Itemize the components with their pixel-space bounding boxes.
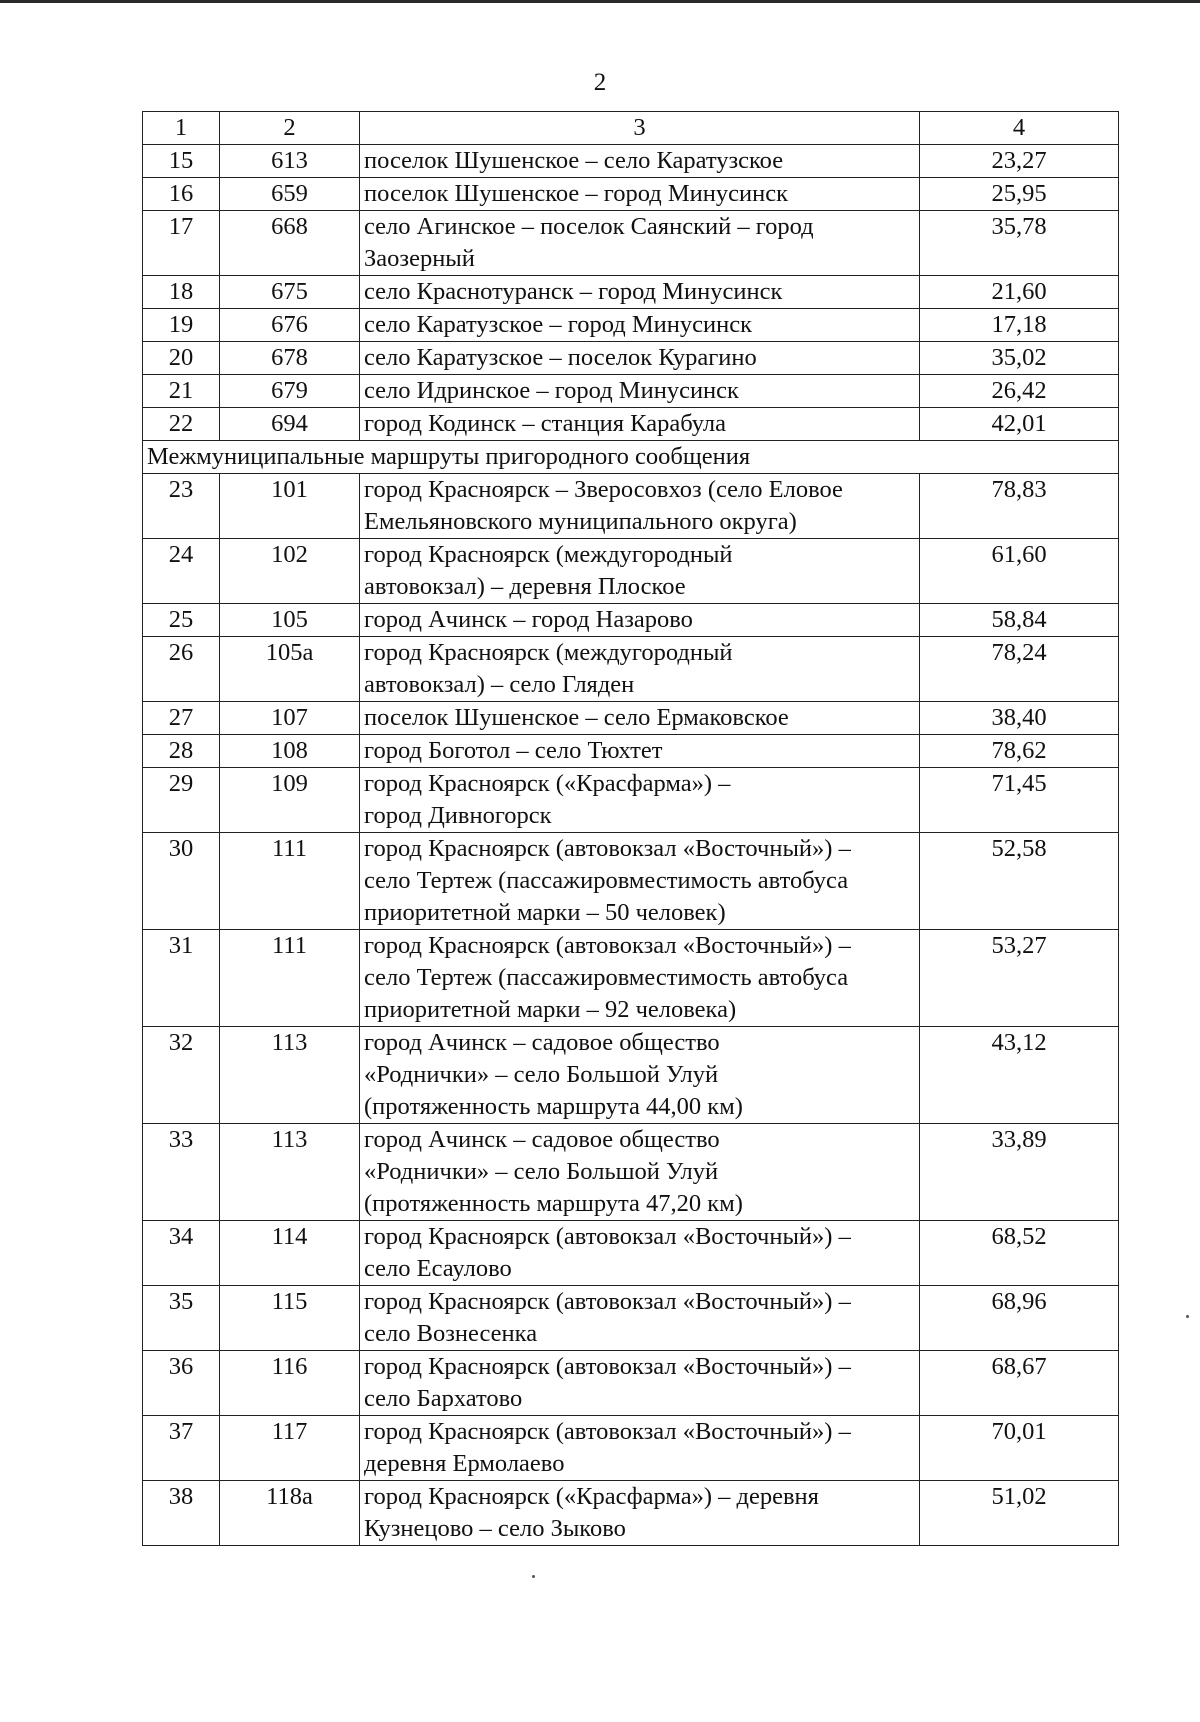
route-number: 668 [220, 211, 360, 276]
route-tariff: 58,84 [920, 604, 1119, 637]
route-number: 105а [220, 637, 360, 702]
route-name: село Идринское – город Минусинск [360, 375, 920, 408]
table-row [143, 408, 1119, 441]
column-header-name: 3 [360, 112, 920, 145]
route-number: 678 [220, 342, 360, 375]
route-number: 659 [220, 178, 360, 211]
route-tariff: 42,01 [920, 408, 1119, 441]
route-name: город Красноярск (автовокзал «Восточный») – село Тертеж (пассажировместимость автобуса приоритетной марки – 92 человека) [360, 930, 920, 1027]
route-name: село Каратузское – поселок Курагино [360, 342, 920, 375]
route-name: город Красноярск (автовокзал «Восточный») – село Бархатово [360, 1351, 920, 1416]
table-row [143, 1286, 1119, 1351]
route-number: 105 [220, 604, 360, 637]
row-number: 38 [143, 1481, 220, 1546]
section-row [143, 441, 1119, 474]
route-tariff: 25,95 [920, 178, 1119, 211]
route-number: 113 [220, 1027, 360, 1124]
route-number: 676 [220, 309, 360, 342]
route-name: город Красноярск («Красфарма») – город Дивногорск [360, 768, 920, 833]
route-name: город Красноярск (междугородный автовокзал) – деревня Плоское [360, 539, 920, 604]
row-number: 21 [143, 375, 220, 408]
route-name: город Красноярск (автовокзал «Восточный») – село Вознесенка [360, 1286, 920, 1351]
table-row [143, 211, 1119, 276]
table-row [143, 833, 1119, 930]
route-tariff: 23,27 [920, 145, 1119, 178]
route-name: поселок Шушенское – село Каратузское [360, 145, 920, 178]
route-tariff: 78,24 [920, 637, 1119, 702]
route-tariff: 21,60 [920, 276, 1119, 309]
row-number: 16 [143, 178, 220, 211]
route-tariff: 26,42 [920, 375, 1119, 408]
route-name: город Ачинск – садовое общество «Роднички» – село Большой Улуй (протяженность маршрута 44,00 км) [360, 1027, 920, 1124]
route-tariff: 52,58 [920, 833, 1119, 930]
row-number: 34 [143, 1221, 220, 1286]
route-name: поселок Шушенское – город Минусинск [360, 178, 920, 211]
route-number: 118а [220, 1481, 360, 1546]
route-number: 694 [220, 408, 360, 441]
route-tariff: 53,27 [920, 930, 1119, 1027]
table-row [143, 930, 1119, 1027]
route-number: 116 [220, 1351, 360, 1416]
row-number: 29 [143, 768, 220, 833]
table-row [143, 637, 1119, 702]
table-row [143, 1027, 1119, 1124]
route-tariff: 17,18 [920, 309, 1119, 342]
row-number: 28 [143, 735, 220, 768]
route-tariff: 61,60 [920, 539, 1119, 604]
table-row [143, 768, 1119, 833]
route-name: поселок Шушенское – село Ермаковское [360, 702, 920, 735]
route-tariff: 35,02 [920, 342, 1119, 375]
route-name: город Ачинск – садовое общество «Роднички» – село Большой Улуй (протяженность маршрута 47,20 км) [360, 1124, 920, 1221]
row-number: 27 [143, 702, 220, 735]
row-number: 17 [143, 211, 220, 276]
route-name: город Красноярск (автовокзал «Восточный») – село Есаулово [360, 1221, 920, 1286]
row-number: 32 [143, 1027, 220, 1124]
row-number: 36 [143, 1351, 220, 1416]
row-number: 31 [143, 930, 220, 1027]
route-number: 117 [220, 1416, 360, 1481]
routes-table [142, 111, 1119, 1546]
row-number: 20 [143, 342, 220, 375]
route-number: 109 [220, 768, 360, 833]
table-row [143, 309, 1119, 342]
route-name: город Кодинск – станция Карабула [360, 408, 920, 441]
table-row [143, 735, 1119, 768]
route-name: город Красноярск (автовокзал «Восточный») – деревня Ермолаево [360, 1416, 920, 1481]
row-number: 25 [143, 604, 220, 637]
top-border-line [0, 0, 1200, 3]
route-tariff: 68,52 [920, 1221, 1119, 1286]
route-number: 115 [220, 1286, 360, 1351]
route-name: город Ачинск – город Назарово [360, 604, 920, 637]
scan-speck [1186, 1315, 1189, 1318]
table-body [143, 145, 1119, 1546]
table-row [143, 1351, 1119, 1416]
route-name: город Красноярск («Красфарма») – деревня Кузнецово – село Зыково [360, 1481, 920, 1546]
route-tariff: 70,01 [920, 1416, 1119, 1481]
route-name: город Боготол – село Тюхтет [360, 735, 920, 768]
route-tariff: 78,83 [920, 474, 1119, 539]
route-name: село Агинское – поселок Саянский – город Заозерный [360, 211, 920, 276]
route-tariff: 33,89 [920, 1124, 1119, 1221]
route-tariff: 38,40 [920, 702, 1119, 735]
table-row [143, 342, 1119, 375]
route-number: 108 [220, 735, 360, 768]
row-number: 30 [143, 833, 220, 930]
table-row [143, 276, 1119, 309]
route-number: 675 [220, 276, 360, 309]
row-number: 26 [143, 637, 220, 702]
table-row [143, 145, 1119, 178]
row-number: 19 [143, 309, 220, 342]
route-number: 613 [220, 145, 360, 178]
table-row [143, 474, 1119, 539]
route-tariff: 35,78 [920, 211, 1119, 276]
route-number: 111 [220, 833, 360, 930]
table-row [143, 702, 1119, 735]
table-row [143, 178, 1119, 211]
column-header-tariff: 4 [920, 112, 1119, 145]
row-number: 22 [143, 408, 220, 441]
row-number: 35 [143, 1286, 220, 1351]
table-row [143, 1124, 1119, 1221]
route-tariff: 71,45 [920, 768, 1119, 833]
route-name: город Красноярск – Зверосовхоз (село Еловое Емельяновского муниципального округа) [360, 474, 920, 539]
route-number: 114 [220, 1221, 360, 1286]
row-number: 37 [143, 1416, 220, 1481]
route-tariff: 68,96 [920, 1286, 1119, 1351]
table-row [143, 1416, 1119, 1481]
row-number: 18 [143, 276, 220, 309]
route-tariff: 43,12 [920, 1027, 1119, 1124]
route-number: 107 [220, 702, 360, 735]
table-row [143, 604, 1119, 637]
route-name: город Красноярск (междугородный автовокзал) – село Гляден [360, 637, 920, 702]
page-number: 2 [593, 69, 607, 96]
route-name: село Каратузское – город Минусинск [360, 309, 920, 342]
route-number: 113 [220, 1124, 360, 1221]
scan-speck [532, 1575, 535, 1578]
table-header-row [143, 112, 1119, 145]
route-tariff: 78,62 [920, 735, 1119, 768]
route-number: 101 [220, 474, 360, 539]
row-number: 33 [143, 1124, 220, 1221]
table-row [143, 1221, 1119, 1286]
row-number: 24 [143, 539, 220, 604]
table-row [143, 375, 1119, 408]
row-number: 23 [143, 474, 220, 539]
route-number: 679 [220, 375, 360, 408]
table-row [143, 1481, 1119, 1546]
route-number: 102 [220, 539, 360, 604]
row-number: 15 [143, 145, 220, 178]
table-row [143, 539, 1119, 604]
route-name: город Красноярск (автовокзал «Восточный») – село Тертеж (пассажировместимость автобуса приоритетной марки – 50 человек) [360, 833, 920, 930]
section-title: Межмуниципальные маршруты пригородного сообщения [143, 441, 1119, 474]
route-tariff: 68,67 [920, 1351, 1119, 1416]
column-header-number: 1 [143, 112, 220, 145]
column-header-route: 2 [220, 112, 360, 145]
route-name: село Краснотуранск – город Минусинск [360, 276, 920, 309]
route-number: 111 [220, 930, 360, 1027]
route-tariff: 51,02 [920, 1481, 1119, 1546]
